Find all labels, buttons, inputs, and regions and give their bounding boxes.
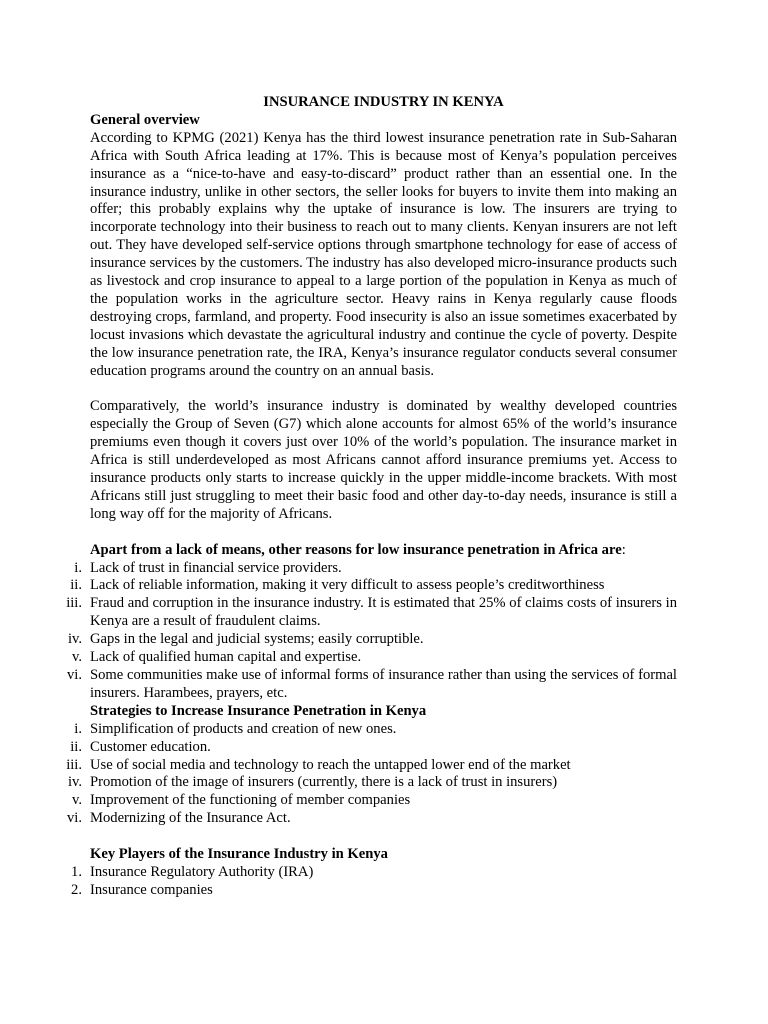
list-item [70, 738, 677, 757]
reasons-list [66, 559, 677, 703]
document-title: INSURANCE INDUSTRY IN KENYA [263, 94, 504, 110]
list-item-number: iii. [66, 595, 82, 612]
overview-paragraph-2: Comparatively, the world’s insurance industry is dominated by wealthy developed countries especially the Group of Seven (G7) which alone accounts for almost 65% of the world’s insurance premiums even though it covers just over 10% of the world’s population. The insurance market in Africa is still underdeveloped as most Africans cannot afford insurance premiums yet. Access to insurance products only starts to increase quickly in the upper middle-income brackets. With most Africans still just struggling to meet their basic food and other day-to-day needs, insurance is still a long way off for the majority of Africans. [90, 398, 677, 522]
list-item-text: Improvement of the functioning of member companies [90, 792, 411, 809]
strategies-heading: Strategies to Increase Insurance Penetration in Kenya [90, 702, 427, 719]
spacer [90, 524, 677, 542]
reasons-heading-colon: : [621, 541, 626, 558]
list-item-number: 2. [71, 881, 82, 898]
spacer [90, 381, 677, 399]
reasons-heading [90, 542, 677, 560]
list-item-text: Lack of trust in financial service providers. [90, 559, 342, 576]
list-item [72, 649, 677, 667]
list-item-text: Lack of reliable information, making it very difficult to assess people’s creditworthiness [90, 577, 605, 594]
list-item-text: Customer education. [90, 738, 211, 755]
list-item-text: Simplification of products and creation of new ones. [90, 720, 397, 737]
list-item [74, 559, 677, 578]
key-players-heading: Key Players of the Insurance Industry in Kenya [90, 846, 388, 863]
list-item-number: vi. [67, 810, 82, 827]
list-item [74, 720, 677, 739]
list-item-number: i. [74, 720, 82, 737]
list-item-text: Use of social media and technology to reach the untapped lower end of the market [90, 756, 571, 773]
list-item-text: Gaps in the legal and judicial systems; easily corruptible. [90, 631, 424, 648]
list-item-text: Insurance Regulatory Authority (IRA) [90, 863, 314, 880]
list-item-text: Some communities make use of informal forms of insurance rather than using the services of formal insurers. Harambees, prayers, etc. [90, 666, 677, 701]
list-item-number: i. [74, 559, 82, 576]
list-item-number: iv. [67, 774, 82, 791]
list-item-number: iv. [67, 631, 82, 648]
list-item [66, 595, 677, 631]
list-item-number: ii. [70, 738, 82, 755]
list-item-number: iii. [66, 756, 82, 773]
list-item [66, 756, 677, 775]
list-item [72, 792, 677, 810]
list-item-number: v. [72, 792, 82, 809]
document-page [66, 94, 677, 900]
spacer [90, 828, 677, 846]
reasons-heading-text: Apart from a lack of means, other reasons for low insurance penetration in Africa are [90, 541, 622, 558]
list-item-text: Fraud and corruption in the insurance industry. It is estimated that 25% of claims costs of insurers in Kenya are a result of fraudulent claims. [90, 595, 677, 630]
list-item-text: Promotion of the image of insurers (currently, there is a lack of trust in insurers) [90, 774, 558, 791]
list-item-number: ii. [70, 577, 82, 594]
list-item-text: Modernizing of the Insurance Act. [90, 810, 291, 827]
list-item-text: Insurance companies [90, 881, 213, 898]
list-item-text: Lack of qualified human capital and expertise. [90, 649, 362, 666]
list-item [70, 577, 677, 595]
list-item [67, 631, 677, 649]
list-item [67, 666, 677, 703]
list-item [71, 863, 677, 882]
key-players-list [71, 863, 677, 900]
list-item [71, 881, 677, 900]
list-item-number: vi. [67, 666, 82, 683]
general-overview-heading: General overview [90, 111, 200, 128]
list-item-number: 1. [71, 863, 82, 880]
strategies-list [66, 720, 677, 828]
list-item [67, 774, 677, 792]
list-item [67, 810, 677, 828]
list-item-number: v. [72, 649, 82, 666]
overview-paragraph-1: According to KPMG (2021) Kenya has the third lowest insurance penetration rate in Sub-Saharan Africa with South Africa leading at 17%. This is because most of Kenya’s population perceives insurance as a “nice-to-have and easy-to-discard” product rather than an essential one. In the insurance industry, unlike in other sectors, the seller looks for buyers to invite them into making an offer; this probably explains why the uptake of insurance is low. The insurers are trying to incorporate technology into their business to reach out to many clients. Kenyan insurers are not left out. They have developed self-service options through smartphone technology for ease of access of insurance services by the customers. The industry has also developed micro-insurance products such as livestock and crop insurance to appeal to a large portion of the population in Kenya as much of the population works in the agriculture sector. Heavy rains in Kenya regularly cause floods destroying crops, farmland, and property. Food insecurity is also an issue sometimes exacerbated by locust invasions which devastate the agricultural industry and continue the cycle of poverty. Despite the low insurance penetration rate, the IRA, Kenya’s insurance regulator conducts several consumer education programs around the country on an annual basis. [90, 129, 677, 379]
